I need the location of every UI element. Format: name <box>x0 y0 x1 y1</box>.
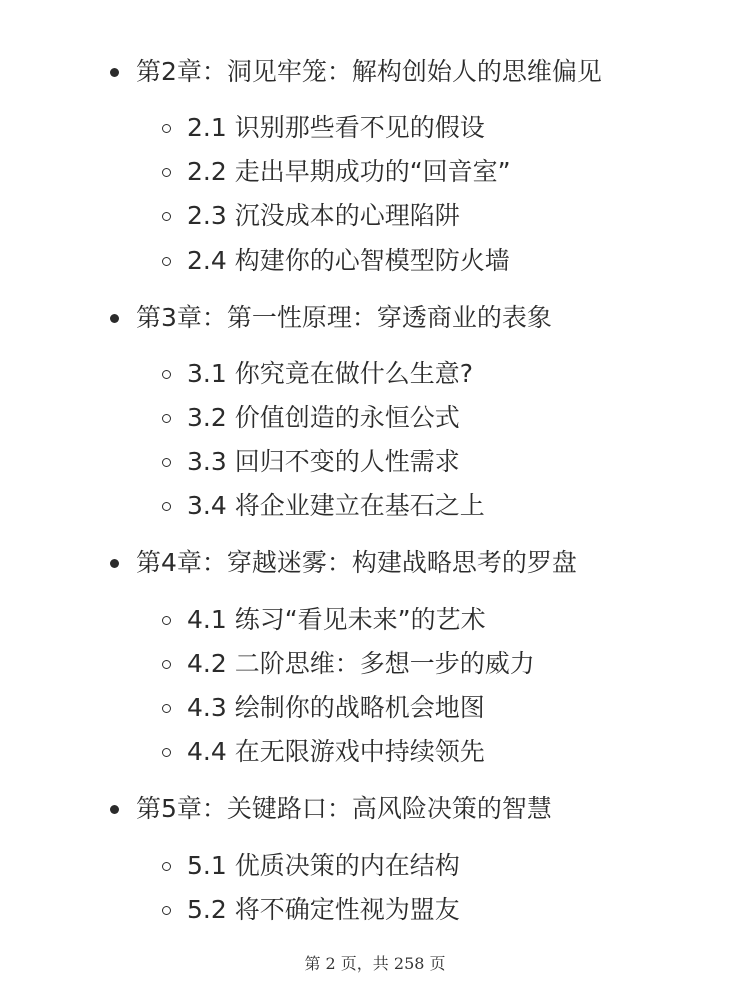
toc-section-3-4[interactable] <box>162 490 485 522</box>
bullet-circle-icon <box>162 370 171 379</box>
section-title: 5.1 优质决策的内在结构 <box>187 851 460 880</box>
page-number-footer: 第 2 页，共 258 页 <box>304 954 446 973</box>
section-title: 4.2 二阶思维：多想一步的威力 <box>187 649 535 678</box>
section-title: 2.4 构建你的心智模型防火墙 <box>187 246 510 275</box>
toc-section-4-1[interactable] <box>162 604 486 636</box>
chapter-title: 第3章：第一性原理：穿透商业的表象 <box>136 303 552 332</box>
section-title: 3.3 回归不变的人性需求 <box>187 447 460 476</box>
section-title: 3.2 价值创造的永恒公式 <box>187 403 460 432</box>
bullet-circle-icon <box>162 212 171 221</box>
section-title: 2.3 沉没成本的心理陷阱 <box>187 201 460 230</box>
bullet-circle-icon <box>162 257 171 266</box>
section-title: 2.1 识别那些看不见的假设 <box>187 113 485 142</box>
toc-section-3-2[interactable] <box>162 402 460 434</box>
toc-chapter-4[interactable] <box>110 547 577 579</box>
bullet-circle-icon <box>162 124 171 133</box>
toc-chapter-5[interactable] <box>110 793 552 825</box>
section-title: 5.2 将不确定性视为盟友 <box>187 895 460 924</box>
bullet-circle-icon <box>162 906 171 915</box>
toc-section-2-2[interactable] <box>162 156 511 188</box>
toc-section-5-2[interactable] <box>162 894 460 926</box>
chapter-title: 第5章：关键路口：高风险决策的智慧 <box>136 794 552 823</box>
bullet-circle-icon <box>162 862 171 871</box>
section-title: 4.1 练习“看见未来”的艺术 <box>187 605 486 634</box>
section-title: 2.2 走出早期成功的“回音室” <box>187 157 511 186</box>
bullet-circle-icon <box>162 748 171 757</box>
section-title: 4.4 在无限游戏中持续领先 <box>187 737 485 766</box>
toc-section-4-3[interactable] <box>162 692 485 724</box>
toc-section-2-1[interactable] <box>162 112 485 144</box>
bullet-disc-icon <box>110 559 119 568</box>
toc-section-4-4[interactable] <box>162 736 485 768</box>
section-title: 3.1 你究竟在做什么生意? <box>187 359 473 388</box>
section-title: 4.3 绘制你的战略机会地图 <box>187 693 485 722</box>
toc-section-2-3[interactable] <box>162 200 460 232</box>
bullet-circle-icon <box>162 458 171 467</box>
section-title: 3.4 将企业建立在基石之上 <box>187 491 485 520</box>
bullet-circle-icon <box>162 616 171 625</box>
toc-section-5-1[interactable] <box>162 850 460 882</box>
bullet-circle-icon <box>162 660 171 669</box>
bullet-disc-icon <box>110 314 119 323</box>
toc-chapter-3[interactable] <box>110 302 552 334</box>
bullet-disc-icon <box>110 68 119 77</box>
bullet-circle-icon <box>162 502 171 511</box>
toc-section-2-4[interactable] <box>162 245 510 277</box>
bullet-circle-icon <box>162 414 171 423</box>
toc-section-4-2[interactable] <box>162 648 535 680</box>
chapter-title: 第2章：洞见牢笼：解构创始人的思维偏见 <box>136 57 602 86</box>
bullet-circle-icon <box>162 704 171 713</box>
toc-section-3-3[interactable] <box>162 446 460 478</box>
toc-chapter-2[interactable] <box>110 56 602 88</box>
bullet-circle-icon <box>162 168 171 177</box>
bullet-disc-icon <box>110 805 119 814</box>
chapter-title: 第4章：穿越迷雾：构建战略思考的罗盘 <box>136 548 577 577</box>
toc-section-3-1[interactable] <box>162 358 473 390</box>
